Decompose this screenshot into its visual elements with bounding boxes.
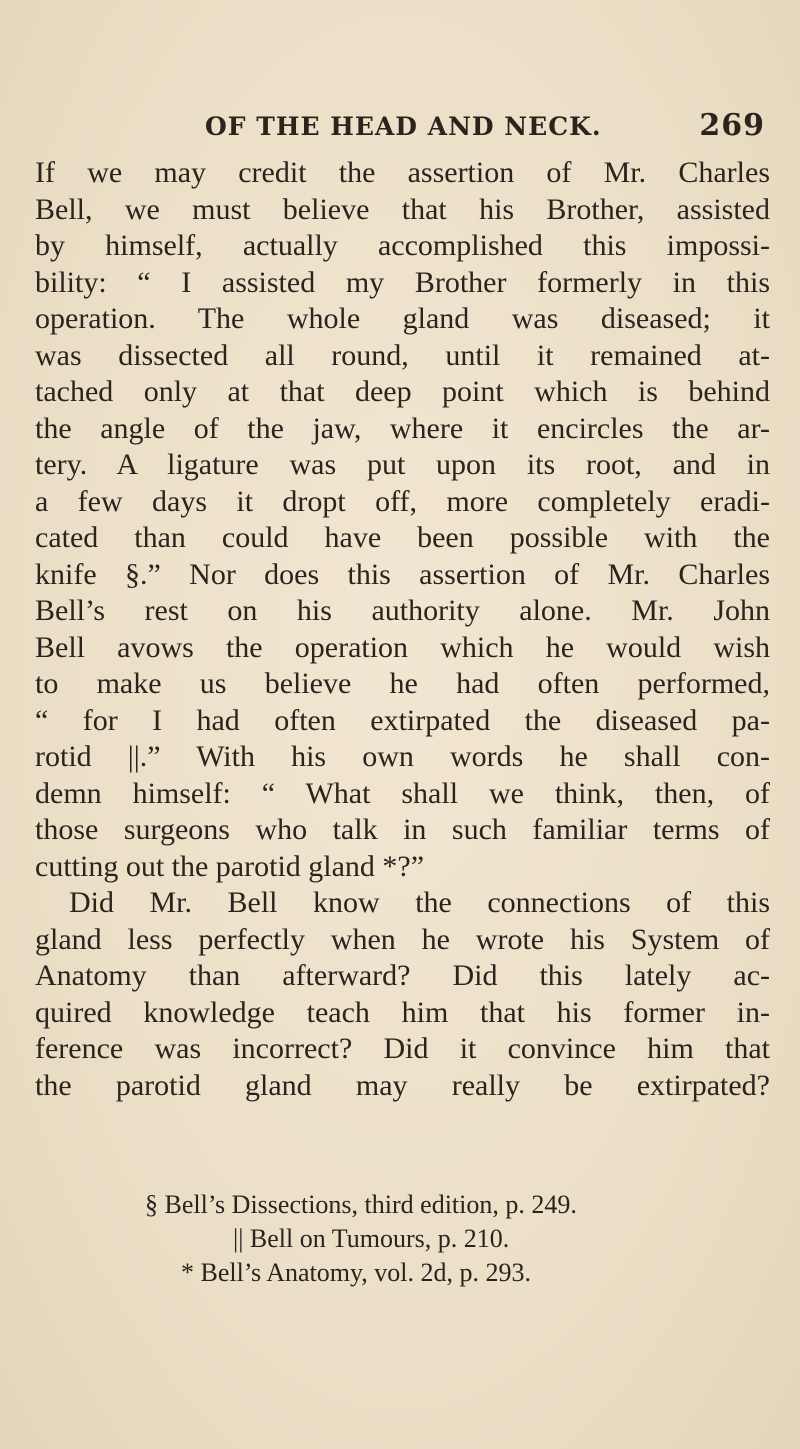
text-line: bility: “ I assisted my Brother formerly in this [35,265,770,299]
text-line: If we may credit the assertion of Mr. Charles [35,156,770,189]
text-line: Bell, we must believe that his Brother, assisted [35,192,770,226]
text-line: “ for I had often extirpated the diseased pa- [35,703,770,737]
text-line: cutting out the parotid gland *?” [35,849,425,883]
text-line: Did Mr. Bell know the connections of this [69,886,770,919]
text-line: Bell’s rest on his authority alone. Mr. John [35,594,770,627]
footnotes [0,1188,800,1290]
text-line: operation. The whole gland was diseased; it [35,302,770,335]
text-line: Anatomy than afterward? Did this lately ac- [35,959,770,992]
footnote: * Bell’s Anatomy, vol. 2d, p. 293. [181,1258,532,1287]
text-line: a few days it dropt off, more completely eradi- [35,484,770,518]
body-text [35,155,770,1104]
page-header [205,108,765,148]
text-line: to make us believe he had often performed, [35,667,770,700]
text-line: tery. A ligature was put upon its root, and in [35,448,770,481]
text-line: tached only at that deep point which is behind [35,375,770,408]
text-line: knife §.” Nor does this assertion of Mr. Charles [35,557,770,591]
footnote: § Bell’s Dissections, third edition, p. 249. [145,1190,577,1219]
text-line: Bell avows the operation which he would wish [35,630,770,664]
text-line: the angle of the jaw, where it encircles the ar- [35,411,770,445]
running-head: OF THE HEAD AND NECK. [205,112,602,141]
text-line: those surgeons who talk in such familiar terms of [35,813,770,846]
text-line: quired knowledge teach him that his former in- [35,995,770,1029]
text-line: the parotid gland may really be extirpated? [35,1068,770,1102]
text-line: was dissected all round, until it remained at- [35,338,770,372]
text-line: gland less perfectly when he wrote his System of [35,922,770,956]
text-line: cated than could have been possible with the [35,521,770,554]
page-number: 269 [699,108,765,143]
footnote: || Bell on Tumours, p. 210. [233,1224,510,1253]
text-line: rotid ||.” With his own words he shall con- [35,740,770,773]
text-line: ference was incorrect? Did it convince him that [35,1032,770,1065]
text-line: demn himself: “ What shall we think, then, of [35,776,770,810]
text-line: by himself, actually accomplished this impossi- [35,229,770,262]
